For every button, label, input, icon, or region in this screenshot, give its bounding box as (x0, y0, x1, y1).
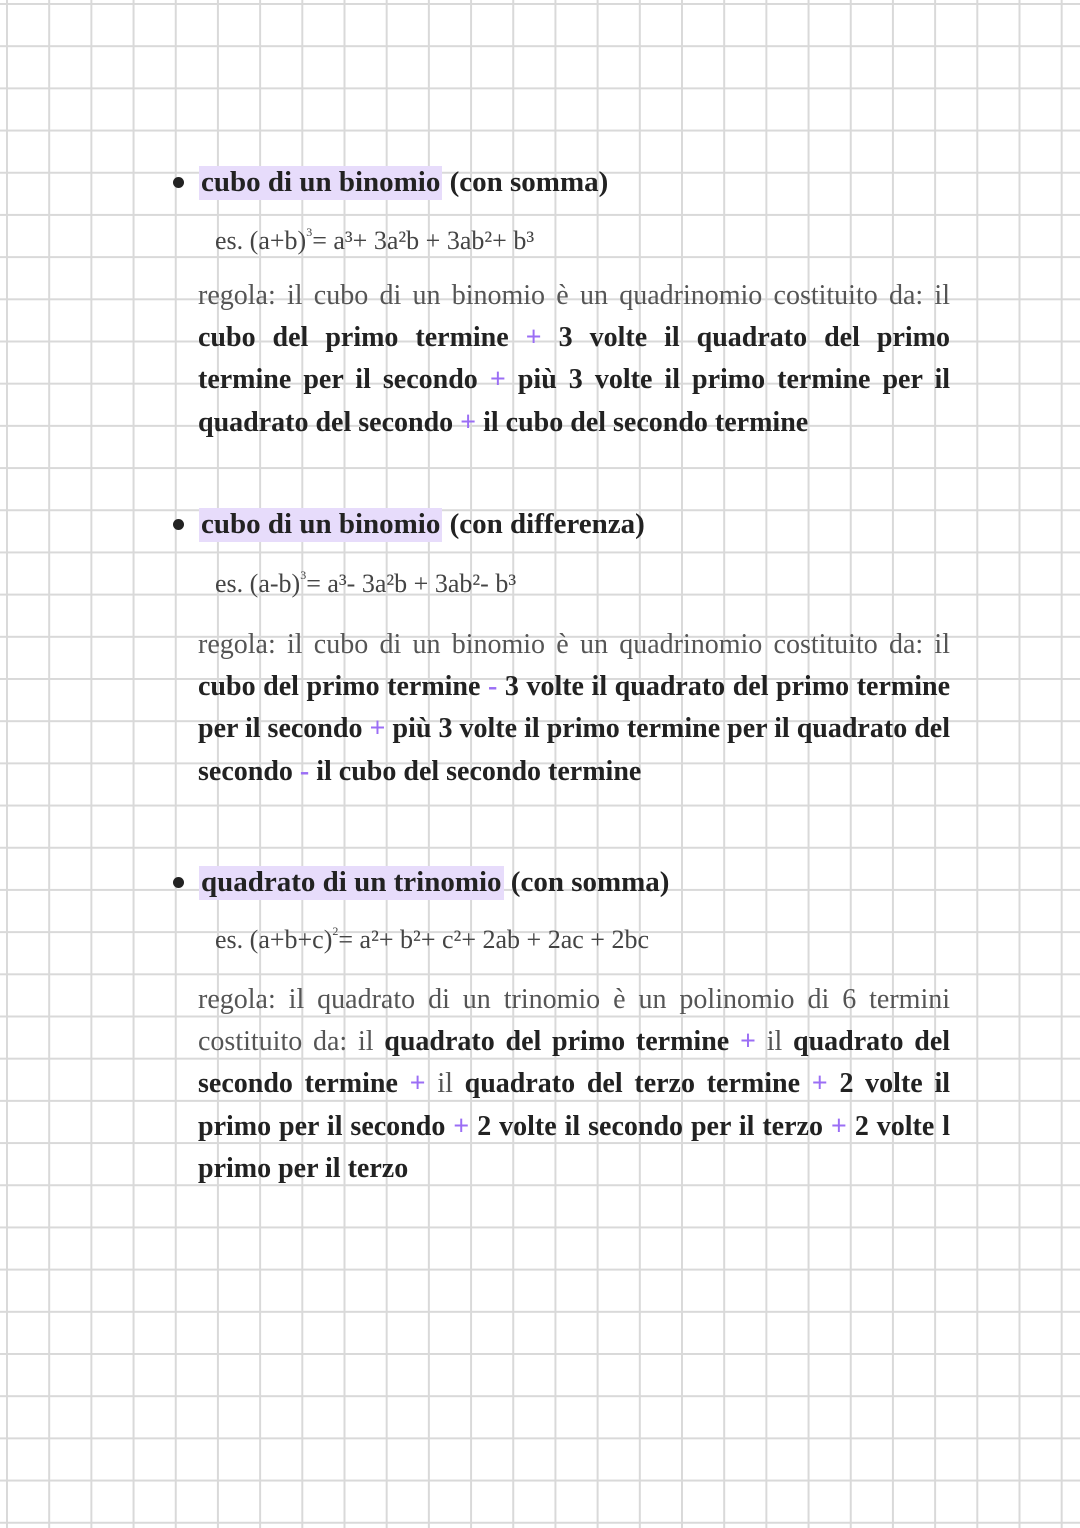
rule-operator: + (409, 1068, 426, 1100)
rule-term: 3 volte il quadrato del primo termine per il secondo (198, 322, 950, 396)
section-title (199, 164, 608, 200)
rule-connector: il (766, 1026, 783, 1058)
rule-term: più 3 volte il primo termine per il quadrato del secondo (198, 713, 951, 787)
rule-operator: + (453, 1110, 470, 1142)
example-formula (215, 224, 534, 258)
example-prefix: es. (a+b+c) (215, 925, 333, 954)
title-highlight: quadrato di un trinomio (201, 866, 502, 898)
example-result: = a³+ 3a²b + 3ab²+ b³ (312, 226, 535, 255)
section-title (199, 506, 645, 542)
title-suffix: (con somma) (442, 166, 609, 198)
rule-term: il cubo del secondo termine (316, 755, 642, 787)
section-cube-binomial-sum (165, 160, 965, 490)
rule-operator: - (488, 671, 498, 703)
example-power: 3 (300, 568, 307, 582)
rule-term: 2 volte l primo per il terzo (198, 1110, 951, 1184)
example-result: = a²+ b²+ c²+ 2ab + 2ac + 2bc (338, 925, 649, 954)
rule-operator: + (369, 713, 386, 745)
rule-operator: + (525, 322, 542, 354)
rule-operator: - (299, 755, 310, 787)
bullet-icon (173, 177, 184, 188)
rule-operator: + (489, 364, 506, 396)
rule-term: il cubo del secondo termine (483, 406, 809, 438)
rule-intro: regola: il quadrato di un trinomio è un polinomio di 6 termini costituito da: il (198, 984, 950, 1058)
title-suffix: (con somma) (503, 866, 670, 898)
rule-text (198, 979, 950, 1190)
rule-connector: il (437, 1068, 453, 1100)
rule-text (198, 624, 950, 793)
rule-intro: regola: il cubo di un binomio è un quadrinomio costituito da: il (198, 280, 950, 311)
rule-term: quadrato del terzo termine (464, 1068, 800, 1100)
rule-term: quadrato del secondo termine (198, 1026, 951, 1100)
bullet-icon (173, 519, 184, 530)
rule-term: 2 volte il primo per il secondo (198, 1068, 950, 1142)
rule-term: cubo del primo termine (198, 322, 509, 354)
title-highlight: cubo di un binomio (201, 508, 441, 540)
bullet-icon (173, 877, 184, 888)
rule-term: quadrato del primo termine (384, 1026, 730, 1058)
rule-text (198, 275, 950, 444)
title-suffix: (con differenza) (442, 508, 645, 540)
section-square-trinomial-sum (165, 860, 965, 1200)
title-highlight: cubo di un binomio (201, 166, 441, 198)
rule-intro: regola: il cubo di un binomio è un quadrinomio costituito da: il (198, 629, 950, 660)
rule-term: 2 volte il secondo per il terzo (477, 1110, 823, 1142)
rule-operator: + (830, 1110, 847, 1142)
rule-term: più 3 volte il primo termine per il quadrato del secondo (198, 364, 950, 438)
rule-operator: + (460, 406, 477, 438)
section-cube-binomial-difference (165, 502, 965, 832)
example-power: 3 (306, 225, 313, 239)
rule-operator: + (811, 1068, 828, 1100)
example-formula (215, 923, 649, 957)
section-title (199, 864, 669, 900)
rule-term: cubo del primo termine (198, 671, 481, 703)
example-prefix: es. (a+b) (215, 226, 307, 255)
example-formula (215, 567, 516, 601)
rule-term: 3 volte il quadrato del primo termine per il secondo (198, 671, 950, 745)
rule-operator: + (739, 1026, 756, 1058)
example-result: = a³- 3a²b + 3ab²- b³ (306, 569, 517, 598)
example-prefix: es. (a-b) (215, 569, 301, 598)
example-power: 2 (332, 924, 339, 938)
